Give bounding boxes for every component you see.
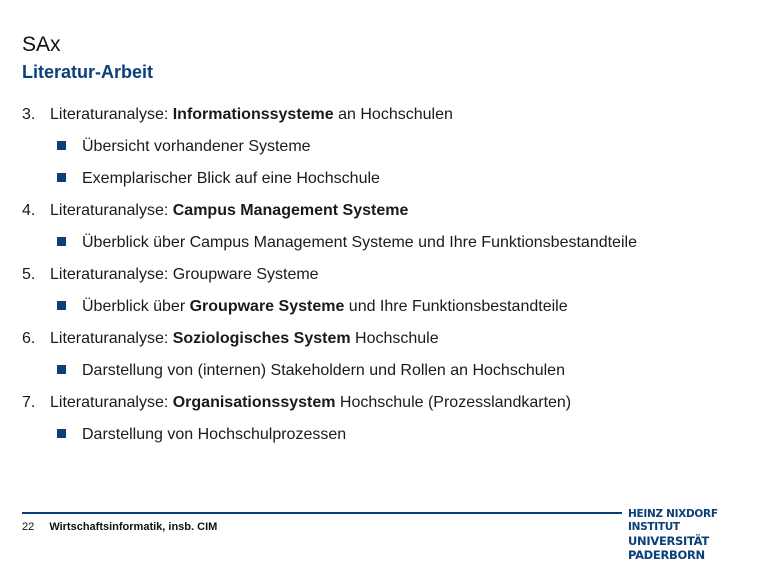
square-bullet-icon: [57, 429, 66, 438]
item-text: Hochschule (Prozesslandkarten): [335, 394, 572, 411]
emphasis-text: Soziologisches System: [172, 330, 351, 347]
outline-subitem: [22, 136, 770, 158]
square-bullet-icon: [57, 237, 66, 246]
outline-item: [22, 392, 770, 414]
item-number: 7.: [22, 394, 36, 411]
outline-subitem: [22, 424, 770, 446]
footer-department: Wirtschaftsinformatik, insb. CIM: [49, 521, 218, 533]
item-number: 5.: [22, 266, 36, 283]
square-bullet-icon: [57, 365, 66, 374]
outline-subitem: [22, 296, 770, 318]
item-text: Darstellung von (internen) Stakeholdern und Rollen an Hochschulen: [82, 362, 565, 379]
footer-divider: [22, 512, 622, 514]
slide-subtitle: Literatur-Arbeit: [22, 62, 154, 82]
square-bullet-icon: [57, 141, 66, 150]
item-text: Überblick über: [82, 298, 190, 315]
item-text: und Ihre Funktionsbestandteile: [344, 298, 568, 315]
emphasis-text: Organisationssystem: [172, 394, 336, 411]
item-number: 4.: [22, 202, 36, 219]
slide-title: SAx: [22, 33, 61, 56]
outline-item: [22, 104, 770, 126]
outline-subitem: [22, 168, 770, 190]
item-text: an Hochschulen: [333, 106, 453, 123]
item-text: Literaturanalyse:: [50, 202, 173, 219]
item-text: Darstellung von Hochschulprozessen: [82, 426, 347, 443]
outline-subitem: [22, 232, 770, 254]
emphasis-text: Groupware Systeme: [189, 298, 345, 315]
item-text: Literaturanalyse:: [50, 106, 173, 123]
emphasis-text: Informationssysteme: [172, 106, 334, 123]
item-text: Überblick über Campus Management Systeme und Ihre Funktionsbestandteile: [82, 234, 637, 251]
logo-line-university: UNIVERSITÄT PADERBORN: [628, 534, 709, 562]
page-number: 22: [22, 521, 35, 533]
emphasis-text: Campus Management Systeme: [172, 202, 409, 219]
square-bullet-icon: [57, 301, 66, 310]
outline-item: [22, 200, 770, 222]
item-number: 6.: [22, 330, 36, 347]
item-text: Exemplarischer Blick auf eine Hochschule: [82, 170, 380, 187]
item-text: Literaturanalyse: Groupware Systeme: [50, 266, 319, 283]
outline-item: [22, 264, 770, 286]
outline-item: [22, 328, 770, 350]
logo-line-institute: HEINZ NIXDORF INSTITUT: [628, 508, 718, 533]
item-text: Hochschule: [350, 330, 439, 347]
outline-list: [22, 104, 770, 446]
item-number: 3.: [22, 106, 36, 123]
institute-logo: [628, 508, 764, 562]
item-text: Literaturanalyse:: [50, 394, 173, 411]
item-text: Literaturanalyse:: [50, 330, 173, 347]
square-bullet-icon: [57, 173, 66, 182]
footer: [22, 521, 217, 533]
item-text: Übersicht vorhandener Systeme: [82, 138, 311, 155]
outline-subitem: [22, 360, 770, 382]
